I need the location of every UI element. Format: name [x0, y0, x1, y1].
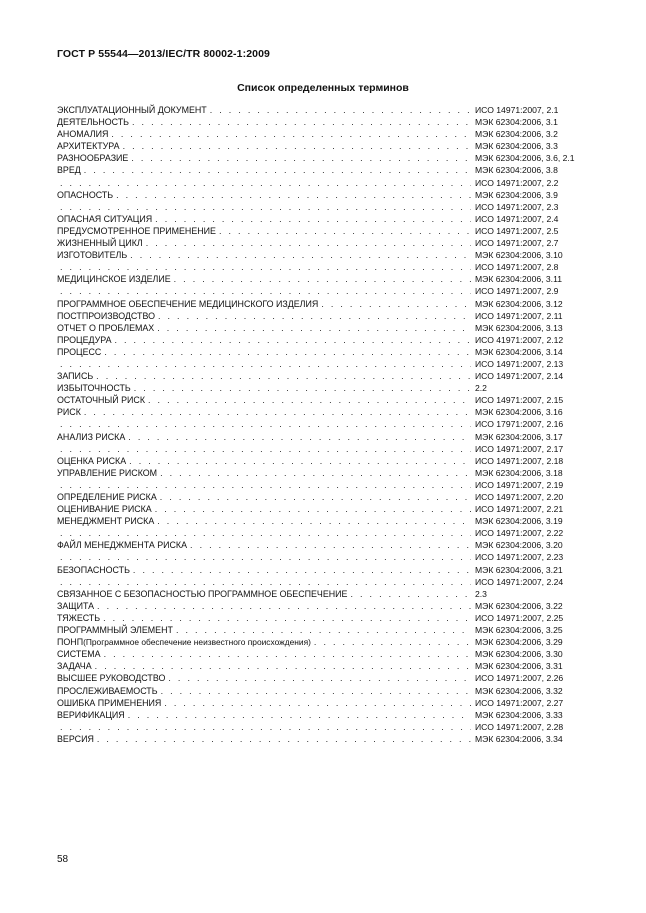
- term-name: ПРОГРАММНОЕ ОБЕСПЕЧЕНИЕ МЕДИЦИНСКОГО ИЗДЕЛИЯ: [57, 298, 319, 309]
- dot-leader: [168, 672, 471, 684]
- dot-leader: [60, 261, 471, 273]
- term-reference: ИСО 14971:2007, 2.27: [475, 697, 564, 708]
- term-name: СИСТЕМА: [57, 649, 101, 660]
- term-reference: МЭК 62304:2006, 3.21: [475, 564, 563, 575]
- dot-leader: [111, 128, 471, 140]
- dot-leader: [60, 285, 471, 297]
- term-entry: [57, 394, 592, 406]
- term-reference: МЭК 62304:2006, 3.9: [475, 189, 558, 200]
- dot-leader: [95, 660, 471, 672]
- term-reference: МЭК 62304:2006, 3.31: [475, 661, 563, 672]
- term-name: ИЗГОТОВИТЕЛЬ: [57, 250, 128, 261]
- term-name: ИЗБЫТОЧНОСТЬ: [57, 383, 131, 394]
- term-name: ОСТАТОЧНЫЙ РИСК: [57, 395, 146, 406]
- term-entry: [57, 104, 592, 116]
- dot-leader: [210, 104, 471, 116]
- term-entry: [57, 733, 592, 745]
- term-reference: ИСО 14971:2007, 2.23: [475, 552, 564, 563]
- term-entry: [57, 346, 592, 358]
- term-reference: МЭК 62304:2006, 3.29: [475, 637, 563, 648]
- term-entry: [57, 177, 592, 189]
- term-entry: [57, 382, 592, 394]
- term-reference: МЭК 62304:2006, 3.14: [475, 346, 563, 357]
- term-reference: ИСО 17971:2007, 2.16: [475, 419, 564, 430]
- dot-leader: [60, 721, 471, 733]
- dot-leader: [129, 455, 471, 467]
- term-entry: [57, 201, 592, 213]
- term-reference: ИСО 14971:2007, 2.9: [475, 286, 559, 297]
- term-reference: ИСО 14971:2007, 2.3: [475, 201, 559, 212]
- term-reference: ИСО 14971:2007, 2.17: [475, 443, 564, 454]
- term-name: ОЦЕНКА РИСКА: [57, 455, 127, 466]
- term-entry: [57, 612, 592, 624]
- dot-leader: [160, 467, 471, 479]
- term-name: УПРАВЛЕНИЕ РИСКОМ: [57, 467, 158, 478]
- dot-leader: [60, 201, 471, 213]
- dot-leader: [104, 648, 471, 660]
- dot-leader: [60, 177, 471, 189]
- term-name: ПРОЦЕСС: [57, 346, 102, 357]
- term-entry: [57, 285, 592, 297]
- term-name: ПОНП: [57, 637, 84, 648]
- dot-leader: [132, 116, 471, 128]
- term-name: ПРОЦЕДУРА: [57, 334, 112, 345]
- term-entry: [57, 189, 592, 201]
- term-reference: МЭК 62304:2006, 3.34: [475, 733, 563, 744]
- term-entry: [57, 503, 592, 515]
- dot-leader: [190, 539, 471, 551]
- dot-leader: [123, 140, 471, 152]
- document-header: ГОСТ Р 55544—2013/IEC/TR 80002-1:2009: [57, 48, 270, 60]
- term-entry: [57, 576, 592, 588]
- term-reference: ИСО 14971:2007, 2.20: [475, 492, 564, 502]
- term-reference: ИСО 41971:2007, 2.12: [475, 334, 564, 345]
- term-entry: [57, 479, 592, 491]
- term-name: ПРОСЛЕЖИВАЕМОСТЬ: [57, 685, 158, 696]
- term-name: ЗАПИСЬ: [57, 371, 94, 382]
- term-reference: ИСО 14971:2007, 2.25: [475, 612, 564, 623]
- term-reference: ИСО 14971:2007, 2.24: [475, 576, 564, 587]
- dot-leader: [60, 358, 471, 370]
- section-title: Список определенных терминов: [237, 82, 409, 94]
- term-entry: [57, 551, 592, 563]
- term-entry: [57, 116, 592, 128]
- term-entry: [57, 406, 592, 418]
- term-name: АНАЛИЗ РИСКА: [57, 431, 126, 442]
- term-entry: [57, 685, 592, 697]
- term-name: ОПАСНАЯ СИТУАЦИЯ: [57, 213, 153, 224]
- term-reference: МЭК 62304:2006, 3.16: [475, 407, 563, 418]
- term-entry: [57, 310, 592, 322]
- term-name: ВЕРСИЯ: [57, 733, 94, 744]
- dot-leader: [103, 612, 471, 624]
- term-entry: [57, 600, 592, 612]
- term-name: ОТЧЕТ О ПРОБЛЕМАХ: [57, 322, 155, 333]
- term-reference: ИСО 14971:2007, 2.26: [475, 673, 564, 684]
- term-name: ОПАСНОСТЬ: [57, 189, 114, 200]
- dot-leader: [131, 152, 471, 164]
- term-entry: [57, 539, 592, 551]
- term-reference: ИСО 14971:2007, 2.19: [475, 479, 564, 490]
- term-reference: ИСО 14971:2007, 2.22: [475, 528, 564, 539]
- term-reference: МЭК 62304:2006, 3.3: [475, 141, 558, 152]
- term-name: ВЕРИФИКАЦИЯ: [57, 709, 125, 720]
- term-name: РАЗНООБРАЗИЕ: [57, 153, 129, 164]
- term-name: ЭКСПЛУАТАЦИОННЫЙ ДОКУМЕНТ: [57, 105, 207, 115]
- dot-leader: [130, 249, 471, 261]
- dot-leader: [60, 418, 471, 430]
- dot-leader: [146, 237, 471, 249]
- term-expansion: (Программное обеспечение неизвестного происхождения): [83, 637, 311, 648]
- term-entry: [57, 564, 592, 576]
- term-reference: ИСО 14971:2007, 2.28: [475, 721, 564, 732]
- term-reference: ИСО 14971:2007, 2.2: [475, 177, 559, 188]
- term-name: АРХИТЕКТУРА: [57, 141, 120, 152]
- dot-leader: [116, 189, 471, 201]
- term-name: АНОМАЛИЯ: [57, 129, 109, 140]
- term-reference: ИСО 14971:2007, 2.5: [475, 225, 559, 236]
- term-entry: [57, 358, 592, 370]
- dot-leader: [128, 431, 471, 443]
- dot-leader: [161, 685, 471, 697]
- dot-leader: [176, 624, 471, 636]
- dot-leader: [60, 576, 471, 588]
- term-reference: МЭК 62304:2006, 3.2: [475, 129, 558, 140]
- term-name: БЕЗОПАСНОСТЬ: [57, 564, 130, 575]
- term-reference: 2.2: [475, 383, 487, 394]
- term-entry: [57, 709, 592, 721]
- term-reference: ИСО 14971:2007, 2.1: [475, 105, 559, 115]
- term-entry: [57, 237, 592, 249]
- dot-leader: [174, 273, 471, 285]
- dot-leader: [350, 588, 471, 600]
- dot-leader: [155, 213, 471, 225]
- dot-leader: [134, 382, 471, 394]
- dot-leader: [133, 564, 471, 576]
- term-reference: МЭК 62304:2006, 3.17: [475, 431, 563, 442]
- term-reference: ИСО 14971:2007, 2.15: [475, 395, 564, 406]
- term-entry: [57, 370, 592, 382]
- dot-leader: [155, 503, 471, 515]
- term-name: ФАЙЛ МЕНЕДЖМЕНТА РИСКА: [57, 540, 188, 551]
- term-name: ОЦЕНИВАНИЕ РИСКА: [57, 504, 152, 515]
- dot-leader: [164, 697, 471, 709]
- term-reference: МЭК 62304:2006, 3.8: [475, 165, 558, 176]
- term-entry: [57, 697, 592, 709]
- term-name: ДЕЯТЕЛЬНОСТЬ: [57, 117, 130, 128]
- term-reference: МЭК 62304:2006, 3.19: [475, 516, 563, 527]
- term-name: ВЫСШЕЕ РУКОВОДСТВО: [57, 673, 166, 684]
- term-reference: МЭК 62304:2006, 3.11: [475, 274, 562, 285]
- term-entry: [57, 213, 592, 225]
- term-entry: [57, 527, 592, 539]
- dot-leader: [97, 733, 471, 745]
- term-entry: [57, 491, 592, 503]
- term-reference: МЭК 62304:2006, 3.20: [475, 540, 563, 551]
- dot-leader: [314, 636, 471, 648]
- term-entry: [57, 455, 592, 467]
- term-entry: [57, 261, 592, 273]
- term-name: ОШИБКА ПРИМЕНЕНИЯ: [57, 697, 162, 708]
- page-number: 58: [57, 854, 69, 865]
- term-entry: [57, 152, 592, 164]
- term-reference: ИСО 14971:2007, 2.18: [475, 455, 564, 466]
- dot-leader: [158, 310, 471, 322]
- term-name: СВЯЗАННОЕ С БЕЗОПАСНОСТЬЮ ПРОГРАММНОЕ ОБЕСПЕЧЕНИЕ: [57, 588, 348, 599]
- term-entry: [57, 418, 592, 430]
- term-name: ПРОГРАММНЫЙ ЭЛЕМЕНТ: [57, 625, 173, 636]
- term-reference: ИСО 14971:2007, 2.7: [475, 238, 559, 249]
- term-name: РИСК: [57, 407, 81, 418]
- term-reference: ИСО 14971:2007, 2.11: [475, 310, 563, 321]
- dot-leader: [104, 346, 471, 358]
- dot-leader: [60, 551, 471, 563]
- dot-leader: [160, 491, 471, 503]
- term-name: ПОСТПРОИЗВОДСТВО: [57, 310, 155, 321]
- term-entry: [57, 624, 592, 636]
- dot-leader: [60, 527, 471, 539]
- term-reference: МЭК 62304:2006, 3.13: [475, 322, 563, 333]
- term-entry: [57, 672, 592, 684]
- term-reference: ИСО 14971:2007, 2.8: [475, 262, 559, 273]
- term-reference: МЭК 62304:2006, 3.6, 2.1: [475, 153, 575, 164]
- term-entry: [57, 588, 592, 600]
- term-name: ВРЕД: [57, 165, 81, 176]
- term-entry: [57, 249, 592, 261]
- term-entry: [57, 298, 592, 310]
- term-entry: [57, 322, 592, 334]
- dot-leader: [114, 334, 471, 346]
- dot-leader: [219, 225, 471, 237]
- term-reference: МЭК 62304:2006, 3.22: [475, 600, 563, 611]
- term-reference: МЭК 62304:2006, 3.1: [475, 117, 558, 128]
- term-name: ТЯЖЕСТЬ: [57, 612, 101, 623]
- term-name: ЗАЩИТА: [57, 600, 95, 611]
- term-entry: [57, 467, 592, 479]
- term-reference: МЭК 62304:2006, 3.30: [475, 649, 563, 660]
- term-reference: ИСО 14971:2007, 2.21: [475, 504, 564, 515]
- term-reference: МЭК 62304:2006, 3.33: [475, 709, 563, 720]
- term-entry: [57, 721, 592, 733]
- dot-leader: [60, 479, 471, 491]
- term-reference: МЭК 62304:2006, 3.32: [475, 685, 563, 696]
- term-entry: [57, 431, 592, 443]
- term-reference: МЭК 62304:2006, 3.25: [475, 625, 563, 636]
- dot-leader: [60, 443, 471, 455]
- term-reference: 2.3: [475, 588, 487, 599]
- dot-leader: [157, 322, 471, 334]
- dot-leader: [97, 600, 471, 612]
- term-entry: [57, 648, 592, 660]
- term-entry: [57, 443, 592, 455]
- term-name: ЖИЗНЕННЫЙ ЦИКЛ: [57, 238, 143, 249]
- term-entry: [57, 515, 592, 527]
- term-reference: ИСО 14971:2007, 2.13: [475, 358, 564, 369]
- dot-leader: [84, 164, 471, 176]
- term-entry: [57, 636, 592, 648]
- term-name: ОПРЕДЕЛЕНИЕ РИСКА: [57, 492, 157, 502]
- term-entry: [57, 334, 592, 346]
- term-reference: ИСО 14971:2007, 2.4: [475, 213, 559, 224]
- dot-leader: [321, 298, 471, 310]
- term-name: МЕНЕДЖМЕНТ РИСКА: [57, 516, 155, 527]
- dot-leader: [84, 406, 471, 418]
- term-reference: МЭК 62304:2006, 3.18: [475, 467, 563, 478]
- term-name: ПРЕДУСМОТРЕННОЕ ПРИМЕНЕНИЕ: [57, 225, 216, 236]
- dot-leader: [96, 370, 471, 382]
- dot-leader: [157, 515, 471, 527]
- term-entry: [57, 164, 592, 176]
- terms-list: [57, 104, 592, 745]
- term-entry: [57, 140, 592, 152]
- term-entry: [57, 128, 592, 140]
- term-reference: ИСО 14971:2007, 2.14: [475, 371, 564, 382]
- term-name: ЗАДАЧА: [57, 661, 92, 672]
- term-reference: МЭК 62304:2006, 3.12: [475, 298, 563, 309]
- term-entry: [57, 660, 592, 672]
- dot-leader: [128, 709, 471, 721]
- term-reference: МЭК 62304:2006, 3.10: [475, 250, 563, 261]
- term-name: МЕДИЦИНСКОЕ ИЗДЕЛИЕ: [57, 274, 171, 285]
- term-entry: [57, 273, 592, 285]
- dot-leader: [148, 394, 471, 406]
- term-entry: [57, 225, 592, 237]
